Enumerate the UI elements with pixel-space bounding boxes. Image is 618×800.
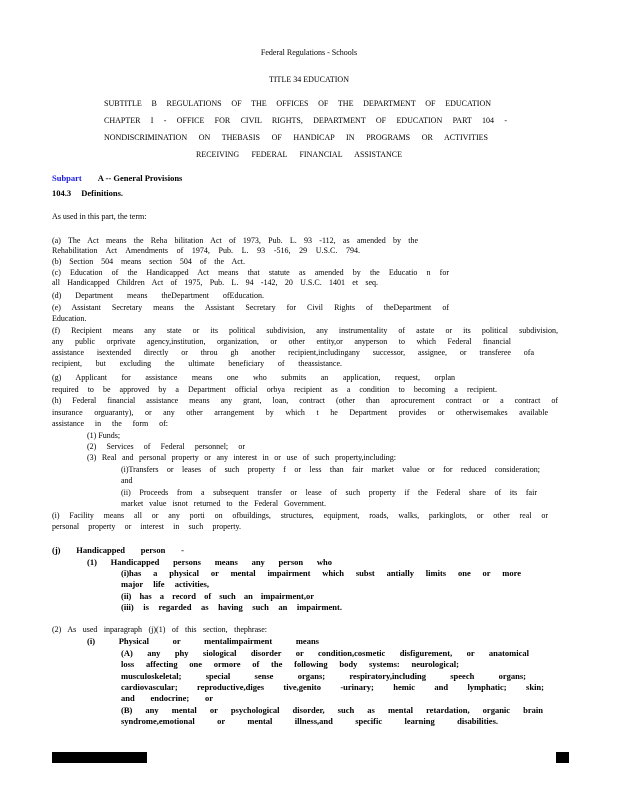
handicapped-heading: (j) Handicapped person -: [52, 546, 184, 555]
funds-item: (2) Services of Federal personnel; or: [87, 443, 245, 451]
definition-line: (d) Department means theDepartment ofEducation.: [52, 292, 264, 300]
subpart-label: Subpart: [52, 173, 82, 183]
subtitle-line: SUBTITLE B REGULATIONS OF THE OFFICES OF THE DEPARTMENT OF EDUCATION: [104, 100, 491, 108]
document-title: Federal Regulations - Schools: [260, 48, 358, 57]
para2-line: (A) any phy siological disorder or condition,cosmetic disfigurement, or anatomical: [121, 649, 529, 658]
definition-line: assistance in the form of:: [52, 420, 168, 428]
funds-item: (1) Funds;: [87, 431, 121, 440]
handicapped-line: major life activities,: [121, 580, 209, 589]
para2-line: musculoskeletal; special sense organs; respiratory,including speech organs;: [121, 672, 526, 681]
definition-line: (f) Recipient means any state or its political subdivision, any instrumentality of astate or its political subdivision,: [52, 327, 558, 335]
definition-line: insurance orguaranty), or any other arrangement by which t he Department provides or otherwisemakes available: [52, 409, 548, 417]
footer-bar-right: [556, 752, 569, 763]
section-number: 104.3: [52, 188, 72, 198]
part-line-2: RECEIVING FEDERAL FINANCIAL ASSISTANCE: [196, 151, 402, 159]
title-line: TITLE 34 EDUCATION: [269, 75, 349, 84]
handicapped-line: (ii) has a record of such an impairment,or: [121, 592, 314, 601]
definition-line: Education.: [52, 314, 87, 323]
para2-item-head: (i) Physical or mentalimpairment means: [87, 637, 319, 646]
para2-line: syndrome,emotional or mental illness,and specific learning disabilities.: [121, 717, 498, 726]
sub-item-line: and: [121, 476, 133, 485]
para2-line: (B) any mental or psychological disorder, such as mental retardation, organic brain: [121, 706, 543, 715]
sub-item-line: (ii) Proceeds from a subsequent transfer or lease of such property if the Federal share of its fair: [121, 489, 537, 497]
definition-line: (e) Assistant Secretary means the Assistant Secretary for Civil Rights of theDepartment of: [52, 304, 449, 312]
definition-line: recipient, but excluding the ultimate beneficiary of theassistance.: [52, 360, 342, 368]
sub-item-line: market value isnot returned to the Federal Government.: [121, 500, 326, 508]
para2-line: cardiovascular; reproductive,diges tive,genito -urinary; hemic and lymphatic; skin;: [121, 683, 544, 692]
para2-line: loss affecting one ormore of the following body systems: neurological;: [121, 660, 459, 669]
para2-line: and endocrine; or: [121, 694, 213, 703]
subpart-heading: [52, 168, 182, 186]
facility-line: (i) Facility means all or any porti on ofbuildings, structures, equipment, roads, walks, parkinglots, or other real or: [52, 512, 548, 520]
definition-line: any public orprivate agency,institution, organization, or other entity,or anyperson to which Federal financial: [52, 338, 511, 346]
sub-item-line: (i)Transfers or leases of such property f or less than fair market value or for reduced consideration;: [121, 466, 540, 474]
intro-text: As used in this part, the term:: [52, 212, 147, 221]
definition-line: Rehabilitation Act Amendments of 1974, Pub. L. 93 -516, 29 U.S.C. 794.: [52, 247, 360, 255]
handicapped-line: (iii) is regarded as having such an impairment.: [121, 603, 342, 612]
funds-item: (3) Real and personal property or any interest in or use of such property,including:: [87, 454, 396, 462]
definition-line: (g) Applicant for assistance means one who submits an application, request, orplan: [52, 374, 455, 382]
definition-line: (h) Federal financial assistance means any grant, loan, contract (other than aprocurement contract or a contract of: [52, 397, 558, 405]
definition-line: (a) The Act means the Reha bilitation Act of 1973, Pub. L. 93 -112, as amended by the: [52, 237, 418, 245]
definition-line: (c) Education of the Handicapped Act means that statute as amended by the Educatio n for: [52, 269, 449, 277]
part-line: NONDISCRIMINATION ON THEBASIS OF HANDICAP IN PROGRAMS OR ACTIVITIES: [104, 134, 488, 142]
facility-line: personal property or interest in such property.: [52, 523, 241, 531]
section-title: Definitions.: [81, 188, 124, 198]
subpart-title: A -- General Provisions: [97, 173, 183, 183]
definition-line: required to be approved by a Department official orbya recipient as a condition to becoming a recipient.: [52, 386, 497, 394]
chapter-line: CHAPTER I - OFFICE FOR CIVIL RIGHTS, DEPARTMENT OF EDUCATION PART 104 -: [104, 117, 507, 125]
footer-bar-left: [52, 752, 147, 763]
definition-line: all Handicapped Children Act of 1975, Pub. L. 94 -142, 20 U.S.C. 1401 et seq.: [52, 279, 378, 287]
handicapped-item-head: (1) Handicapped persons means any person who: [87, 558, 332, 567]
definition-line: assistance isextended directly or throu gh another recipient,includingany successor, assignee, or transferee ofa: [52, 349, 534, 357]
handicapped-line: (i)has a physical or mental impairment which subst antially limits one or more: [121, 569, 521, 578]
definition-line: (b) Section 504 means section 504 of the Act.: [52, 258, 245, 266]
para2-intro: (2) As used inparagraph (j)(1) of this section, thephrase:: [52, 626, 267, 634]
section-heading: [52, 189, 123, 198]
